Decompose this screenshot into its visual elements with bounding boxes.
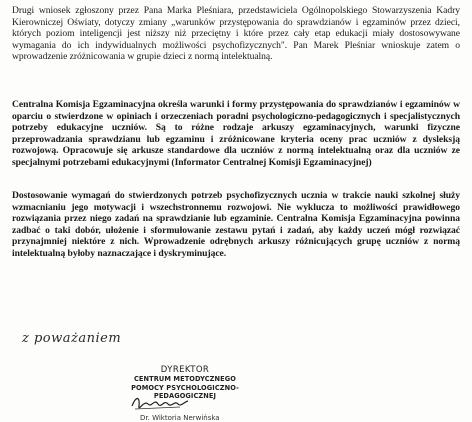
signatory-name: Dr. Wiktoria Nerwińska xyxy=(140,414,220,422)
paragraph-commission-rules: Centralna Komisja Egzaminacyjna określa warunki i formy przystępowania do sprawdzianów i egzaminów w oparciu o stwierdzone w opiniach i orzeczeniach poradni psychologiczno-pedagogicznych i specjalistycznych potrzeby edukacyjne uczniów. Są to różne rodzaje arkuszy egzaminacyjnych, warunki fizyczne przeprowadzania sprawdzianu lub egzaminu i zróżnicowane kryteria oceny prac uczniów z dysleksją rozwojową. Opracowuje się arkusze standardowe dla uczniów z normą intelektualną oraz dla uczniów ze specjalnymi potrzebami edukacyjnymi (Informator Centralnej Komisji Egzaminacyjnej) xyxy=(12,99,460,168)
paragraph-adjustment-argument: Dostosowanie wymagań do stwierdzonych potrzeb psychofizycznych ucznia w trakcie nauki szkolnej służy wzmacnianiu jego motywacji i wszechstronnemu rozwojowi. Nie wyklucza to możliwości prawidłowego rozwiązania przez niego zadań na sprawdzianie lub egzaminie. Centralna Komisja Egzaminacyjna powinna zadbać o taki dobór, ułożenie i sformułowanie zestawu pytań i zadań, aby każdy uczeń mógł rozwiązać przynajmniej niektóre z nich. Wprowadzenie odrębnych arkuszy różnicujących grupę uczniów z normą intelektualną byłoby naznaczające i dyskryminujące. xyxy=(12,190,460,259)
stamp-title: DYREKTOR xyxy=(160,365,210,375)
paragraph-request: Drugi wniosek zgłoszony przez Pana Marka Pleśniara, przedstawiciela Ogólnopolskiego Stowarzyszenia Kadry Kierowniczej Oświaty, dotyczy zmiany „warunków przystępowania do sprawdzianów i egzaminów przez dzieci, których poziom inteligencji jest niższy niż przeciętny i które przez cały etap edukacji miały dostosowywane wymagania do ich indywidualnych możliwości psychofizycznych". Pan Marek Pleśniar wnioskuje zatem o wprowadzenie zróżnicowania w grupie dzieci z normą intelektualną. xyxy=(12,5,460,63)
handwritten-signature xyxy=(130,392,190,414)
stamp-institution-line1: CENTRUM METODYCZNEGO xyxy=(133,375,236,383)
stamp-institution-line2: POMOCY PSYCHOLOGICZNO-PEDAGOGICZNEJ xyxy=(131,383,239,400)
closing-handwritten: z poważaniem xyxy=(22,331,122,346)
